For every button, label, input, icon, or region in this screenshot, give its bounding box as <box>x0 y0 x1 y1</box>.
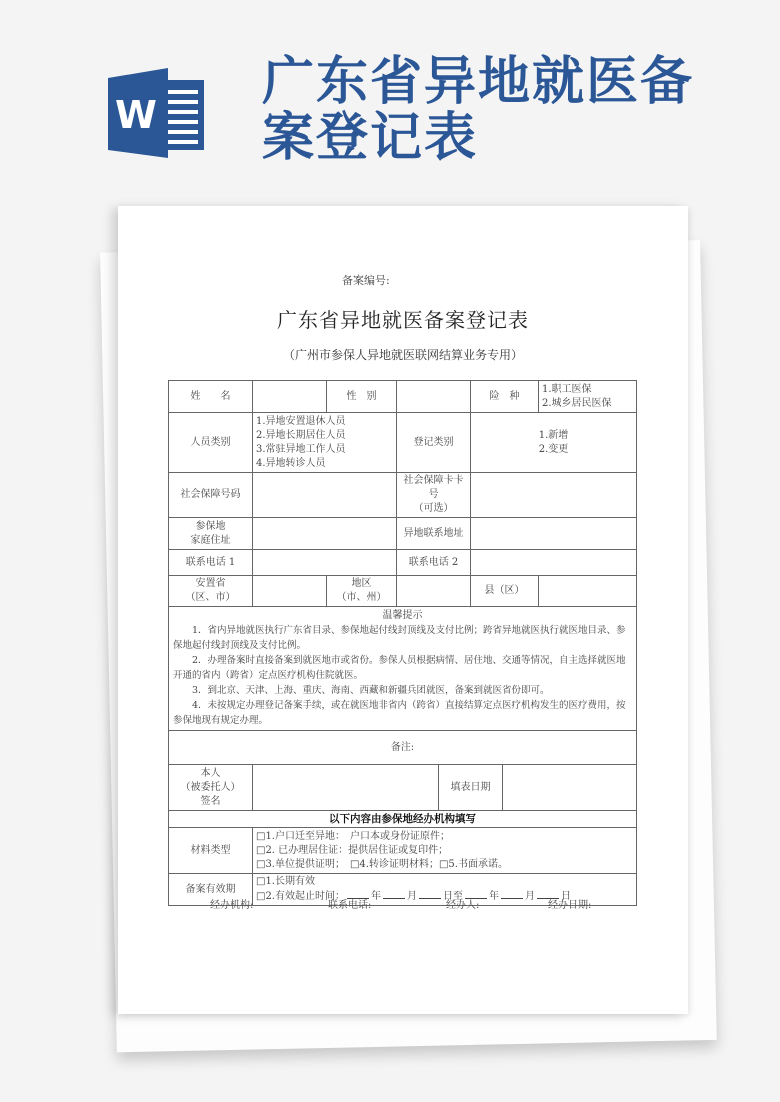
registration-type-options[interactable] <box>471 413 637 473</box>
region-label: 地区 （市、州） <box>327 576 397 607</box>
start-month-blank[interactable] <box>383 889 405 899</box>
county-field[interactable] <box>539 576 637 607</box>
registration-type-label: 登记类别 <box>397 413 471 473</box>
phone1-label: 联系电话 1 <box>169 550 253 576</box>
insurance-options[interactable] <box>539 381 637 413</box>
person-type-option: 3.常驻异地工作人员 <box>256 443 346 455</box>
remote-address-field[interactable] <box>471 518 637 550</box>
person-type-option: 4.异地转诊人员 <box>256 457 326 469</box>
validity-option-period: □2.有效起止时间： 年 月 日至 年 月 日 <box>256 891 571 902</box>
province-field[interactable] <box>253 576 327 607</box>
agency-phone-label: 联系电话: <box>328 900 372 911</box>
table-row <box>169 828 637 874</box>
insurance-label: 险 种 <box>471 381 539 413</box>
table-row <box>169 381 637 413</box>
remarks-label: 备注: <box>390 741 415 753</box>
gender-label: 性 别 <box>327 381 397 413</box>
gender-field[interactable] <box>397 381 471 413</box>
registration-option-change: 2.变更 <box>538 443 569 455</box>
table-row <box>169 811 637 828</box>
validity-label: 备案有效期 <box>169 874 253 906</box>
agency-section-title: 以下内容由参保地经办机构填写 <box>169 811 637 828</box>
validity-option-long-term: □1.长期有效 <box>256 876 315 887</box>
signature-label: 本人 （被委托人） 签名 <box>169 765 253 811</box>
material-option: □1.户口迁至异地： 户口本或身份证原件； <box>256 830 450 842</box>
table-row <box>169 518 637 550</box>
table-row <box>169 607 637 731</box>
handling-date-label: 经办日期: <box>548 900 592 911</box>
notice-item: 4．未按规定办理登记备案手续，或在就医地非省内（跨省）直接结算定点医疗机构发生的医疗费用，按参保地现有规定办理。 <box>173 700 626 726</box>
home-address-field[interactable] <box>253 518 397 550</box>
remarks-field[interactable] <box>169 731 637 765</box>
social-security-no-label: 社会保障号码 <box>169 473 253 518</box>
banner-title: 广东省异地就医备案登记表 <box>262 51 695 168</box>
notice-section <box>169 607 637 731</box>
material-options[interactable] <box>253 828 637 874</box>
home-address-label: 参保地 家庭住址 <box>169 518 253 550</box>
material-type-label: 材料类型 <box>169 828 253 874</box>
county-label: 县（区） <box>471 576 539 607</box>
table-row <box>169 550 637 576</box>
material-option: □3.单位提供证明； □4.转诊证明材料；□5.书面承诺。 <box>256 858 508 870</box>
banner <box>0 0 780 200</box>
notice-title: 温馨提示 <box>382 610 423 621</box>
person-type-option: 2.异地长期居住人员 <box>256 429 346 441</box>
filing-number-label: 备案编号: <box>342 274 390 287</box>
region-field[interactable] <box>397 576 471 607</box>
registration-option-new: 1.新增 <box>538 429 569 441</box>
name-label: 姓 名 <box>169 381 253 413</box>
table-row <box>169 473 637 518</box>
fill-date-field[interactable] <box>503 765 637 811</box>
province-label: 安置省 （区、市） <box>169 576 253 607</box>
word-icon <box>108 68 208 158</box>
table-row <box>169 765 637 811</box>
remote-address-label: 异地联系地址 <box>397 518 471 550</box>
table-row <box>169 413 637 473</box>
social-security-card-label: 社会保障卡卡号 （可选） <box>397 473 471 518</box>
insurance-option-1: 1.职工医保 <box>542 383 592 395</box>
start-day-blank[interactable] <box>419 889 441 899</box>
person-type-options[interactable] <box>253 413 397 473</box>
social-security-no-field[interactable] <box>253 473 397 518</box>
phone1-field[interactable] <box>253 550 397 576</box>
agency-label: 经办机构: <box>210 900 254 911</box>
person-type-label: 人员类别 <box>169 413 253 473</box>
fill-date-label: 填表日期 <box>439 765 503 811</box>
end-month-blank[interactable] <box>501 889 523 899</box>
notice-item: 2．办理备案时直接备案到就医地市或省份。参保人员根据病情、居住地、交通等情况，自主选择就医地开通的省内（跨省）定点医疗机构住院就医。 <box>173 655 626 681</box>
registration-form-table <box>168 380 637 906</box>
material-option: □2. 已办理居住证：提供居住证或复印件； <box>256 844 449 856</box>
social-security-card-field[interactable] <box>471 473 637 518</box>
document-title: 广东省异地就医备案登记表 <box>277 308 529 332</box>
svg-text:W: W <box>115 93 157 137</box>
notice-item: 1．省内异地就医执行广东省目录、参保地起付线封顶线及支付比例；跨省异地就医执行就医地目录、参保地起付线封顶线及支付比例。 <box>173 625 626 651</box>
table-row <box>169 731 637 765</box>
table-row <box>169 576 637 607</box>
signature-field[interactable] <box>253 765 439 811</box>
handler-label: 经办人: <box>446 900 480 911</box>
person-type-option: 1.异地安置退休人员 <box>256 415 346 427</box>
name-field[interactable] <box>253 381 327 413</box>
insurance-option-2: 2.城乡居民医保 <box>542 397 612 409</box>
notice-item: 3．到北京、天津、上海、重庆、海南、西藏和新疆兵团就医，备案到就医省份即可。 <box>192 685 550 696</box>
phone2-field[interactable] <box>471 550 637 576</box>
document-subtitle: （广州市参保人异地就医联网结算业务专用） <box>282 348 523 362</box>
phone2-label: 联系电话 2 <box>397 550 471 576</box>
document-page <box>118 206 688 1014</box>
